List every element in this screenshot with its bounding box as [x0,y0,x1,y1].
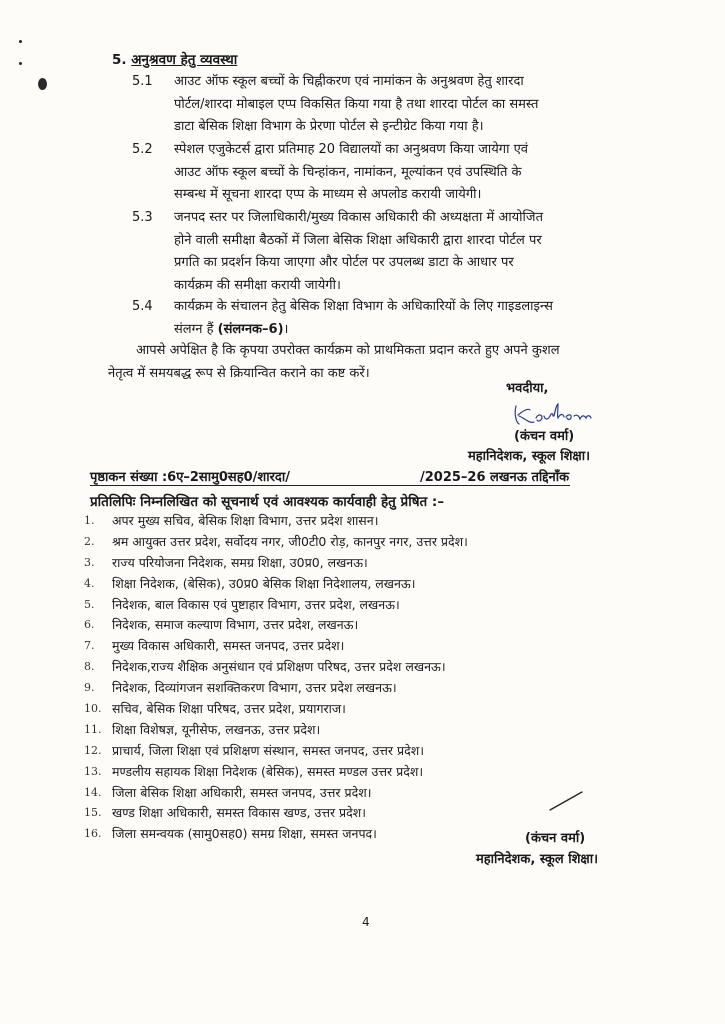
list-number: 3. [84,555,95,569]
signatory-designation-footer: महानिदेशक, स्कूल शिक्षा। [476,852,599,867]
list-number: 16. [84,827,102,841]
item-line: सम्बन्ध में सूचना शारदा एप्प के माध्यम से अपलोड करायी जायेगी। [174,187,482,202]
section-heading [112,50,237,68]
list-text: अपर मुख्य सचिव, बेसिक शिक्षा विभाग, उत्तर प्रदेश शासन। [112,513,379,528]
list-item [84,742,664,763]
list-text: मुख्य विकास अधिकारी, समस्त जनपद, उत्तर प्रदेश। [112,638,345,654]
list-text: खण्ड शिक्षा अधिकारी, समस्त विकास खण्ड, उत्तर प्रदेश। [112,805,367,821]
item-line [174,319,657,342]
item-number: 5.1 [132,74,153,89]
signatory-name: (कंचन वर्मा) [514,429,575,444]
endorsement-ref: पृष्ठाकन संख्या :6ए–2सामु0सह0/शारदा/ [90,470,290,485]
para-line: आपसे अपेक्षित है कि कृपया उपरोक्त कार्यक्रम को प्राथमिकता प्रदान करते हुए अपने कुशल [136,343,560,358]
speck [19,62,22,65]
para-line: नेतृत्व में समयबद्ध रूप से क्रियान्वित कराने का कष्ट करें। [108,365,370,381]
list-text: निदेशक,राज्य शैक्षिक अनुसंधान एवं प्रशिक्षण परिषद, उत्तर प्रदेश लखनऊ। [112,659,446,675]
list-text: जिला समन्वयक (सामु0सह0) समग्र शिक्षा, समस्त जनपद। [112,826,377,842]
list-number: 11. [84,722,102,736]
list-item [84,700,664,721]
item-text: संलग्न हैं [174,321,218,337]
copy-to-heading: प्रतिलिपिः निम्नलिखित को सूचनार्थ एवं आवश्यक कार्यवाही हेतु प्रेषित :– [90,494,445,510]
item-line: डाटा बेसिक शिक्षा विभाग के प्रेरणा पोर्टल से इन्टीग्रेट किया गया है। [174,119,484,134]
list-item [84,721,664,742]
list-item [84,658,664,679]
item-number: 5.4 [132,299,153,314]
closing-salutation: भवदीया, [506,381,549,396]
list-number: 5. [84,597,95,611]
list-item [84,596,664,617]
request-paragraph [108,340,657,385]
item-5-4 [112,296,657,344]
signatory-name-footer: (कंचन वर्मा) [525,831,586,846]
list-text: निदेशक, दिव्यांगजन सशक्तिकरण विभाग, उत्तर प्रदेश लखनऊ। [112,680,397,696]
item-line: जनपद स्तर पर जिलाधिकारी/मुख्य विकास अधिकारी की अध्यक्षता में आयोजित [174,210,543,225]
item-number: 5.2 [132,142,153,157]
list-item [84,575,664,596]
section-title: अनुश्रवण हेतु व्यवस्था [131,52,238,68]
item-line: स्पेशल एजुकेटर्स द्वारा प्रतिमाह 20 विद्यालयों का अनुश्रवण किया जायेगा एवं [174,142,528,157]
list-number: 9. [84,681,95,695]
signatory-designation: महानिदेशक, स्कूल शिक्षा। [468,449,591,464]
list-text: सचिव, बेसिक शिक्षा परिषद, उत्तर प्रदेश, प्रयागराज। [112,701,346,717]
list-number: 13. [84,764,102,778]
item-line: कार्यक्रम की समीक्षा करायी जायेगी। [174,277,341,293]
item-5-1 [112,71,657,141]
signature-mark [548,790,584,812]
item-line: प्रगति का प्रदर्शन किया जाएगा और पोर्टल पर उपलब्ध डाटा के आधार पर [174,255,514,270]
list-item [84,637,664,658]
item-line: कार्यक्रम के संचालन हेतु बेसिक शिक्षा विभाग के अधिकारियों के लिए गाइडलाइन्स [174,299,553,314]
list-number: 8. [84,660,95,674]
endorsement-date: /2025–26 लखनऊ तद्दिनाँक [420,470,570,485]
list-text: निदेशक, समाज कल्याण विभाग, उत्तर प्रदेश, लखनऊ। [112,617,359,633]
list-item [84,616,664,637]
list-number: 15. [84,806,102,820]
item-number: 5.3 [132,210,153,225]
list-number: 12. [84,743,102,757]
list-item [84,763,664,784]
item-5-2 [112,139,657,209]
speck [19,40,22,43]
item-line: आउट ऑफ स्कूल बच्चों के चिन्हांकन, नामांकन, मूल्यांकन एवं उपस्थिति के [174,164,522,180]
list-text: निदेशक, बाल विकास एवं पुष्टाहार विभाग, उत्तर प्रदेश, लखनऊ। [112,596,400,612]
list-text: शिक्षा निदेशक, (बेसिक), उ0प्र0 बेसिक शिक्षा निदेशालय, लखनऊ। [112,575,416,591]
list-text: प्राचार्य, जिला शिक्षा एवं प्रशिक्षण संस्थान, समस्त जनपद, उत्तर प्रदेश। [112,742,425,758]
list-item [84,554,664,575]
section-number: 5. [112,52,127,68]
list-text: शिक्षा विशेषज्ञ, यूनीसेफ, लखनऊ, उत्तर प्रदेश। [112,721,321,737]
list-number: 6. [84,618,95,632]
item-text: । [283,321,289,337]
list-number: 10. [84,702,102,716]
item-5-3 [112,207,657,299]
list-number: 2. [84,534,95,548]
list-text: राज्य परियोजना निदेशक, समग्र शिक्षा, उ0प्र0, लखनऊ। [112,554,368,570]
list-text: मण्डलीय सहायक शिक्षा निदेशक (बेसिक), समस्त मण्डल उत्तर प्रदेश। [112,763,424,779]
list-text: श्रम आयुक्त उत्तर प्रदेश, सर्वोदय नगर, जी0टी0 रोड़, कानपुर नगर, उत्तर प्रदेश। [112,533,468,549]
list-number: 4. [84,576,95,590]
punch-hole [38,78,47,90]
list-number: 1. [84,514,95,527]
list-item [84,512,664,533]
item-line: होने वाली समीक्षा बैठकों में जिला बेसिक शिक्षा अधिकारी द्वारा शारदा पोर्टल पर [174,232,542,248]
list-number: 7. [84,639,95,653]
list-text: जिला बेसिक शिक्षा अधिकारी, समस्त जनपद, उत्तर प्रदेश। [112,784,372,800]
endorsement-underline [90,485,570,486]
annexure-ref: (संलग्नक–6) [217,321,284,337]
signature [510,402,600,428]
list-item [84,533,664,554]
page-number: 4 [362,915,370,929]
list-item [84,679,664,700]
list-number: 14. [84,785,102,799]
item-line: आउट ऑफ स्कूल बच्चों के चिह्नीकरण एवं नामांकन के अनुश्रवण हेतु शारदा [174,74,524,89]
item-line: पोर्टल/शारदा मोबाइल एप्प विकसित किया गया है तथा शारदा पोर्टल का समस्त [174,96,539,112]
